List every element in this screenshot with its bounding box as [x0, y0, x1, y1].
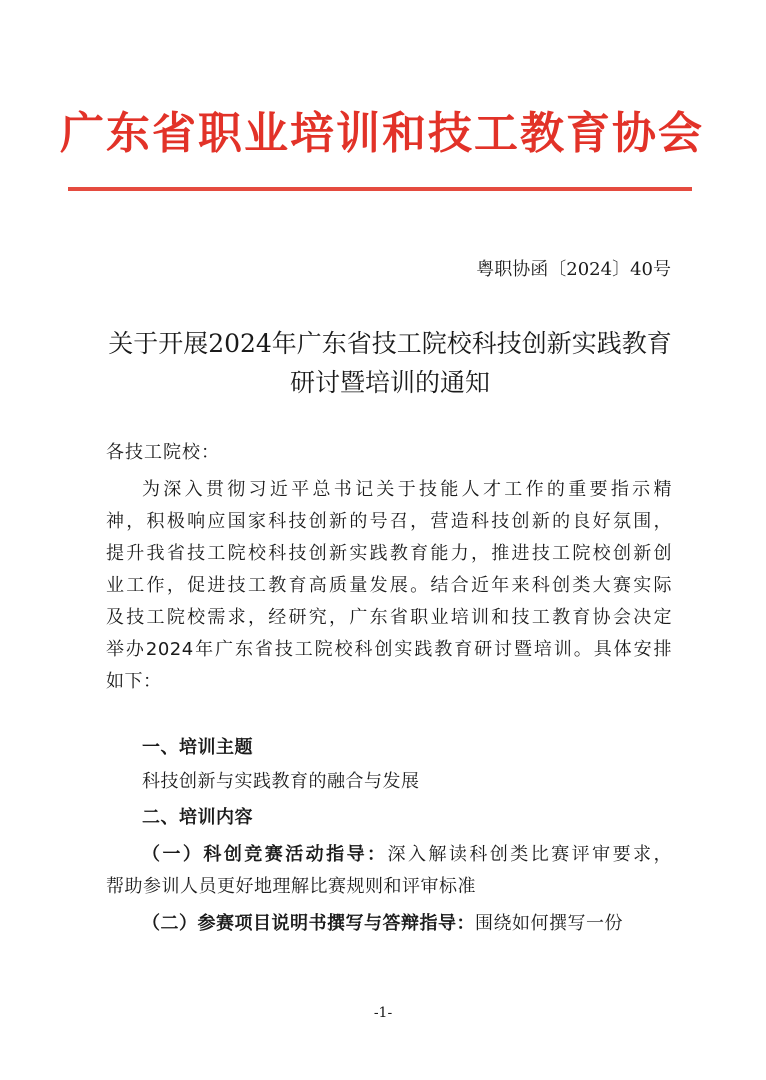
content-item-1-text: 深入解读科创类比赛评审要求，	[387, 844, 673, 865]
intro-line: 为深入贯彻习近平总书记关于技能人才工作的重要指示精	[142, 479, 672, 500]
content-item-2-text: 围绕如何撰写一份	[475, 913, 623, 934]
content-item-2	[142, 910, 623, 938]
masthead-title: 广东省职业培训和技工教育协会	[60, 108, 704, 159]
content-item-1	[106, 839, 672, 903]
intro-line: 及技工院校需求，经研究，广东省职业培训和技工教育协会决定	[106, 607, 672, 628]
content-item-1-label: （一）科创竞赛活动指导：	[142, 844, 388, 865]
red-divider-line	[68, 187, 692, 191]
document-title-line-2: 研讨暨培训的通知	[289, 368, 490, 397]
section-heading-theme: 一、培训主题	[142, 737, 253, 758]
intro-paragraph	[106, 474, 672, 698]
content-item-2-label: （二）参赛项目说明书撰写与答辩指导：	[142, 913, 475, 934]
page-number: -1-	[373, 1005, 393, 1021]
intro-line: 业工作，促进技工教育高质量发展。结合近年来科创类大赛实际	[106, 575, 672, 596]
section-heading-content: 二、培训内容	[142, 807, 253, 828]
salutation: 各技工院校：	[106, 442, 220, 463]
intro-line: 如下：	[106, 671, 162, 692]
document-number: 粤职协函〔2024〕40号	[476, 259, 671, 280]
content-item-1-line-1	[106, 839, 672, 871]
section-theme-text: 科技创新与实践教育的融合与发展	[142, 771, 420, 792]
document-title-line-1: 关于开展2024年广东省技工院校科技创新实践教育	[108, 329, 672, 358]
content-item-1-line-2: 帮助参训人员更好地理解比赛规则和评审标准	[106, 876, 476, 897]
intro-line: 提升我省技工院校科技创新实践教育能力，推进技工院校创新创	[106, 543, 672, 564]
intro-line: 举办2024年广东省技工院校科创实践教育研讨暨培训。具体安排	[106, 639, 672, 660]
intro-line: 神，积极响应国家科技创新的号召，营造科技创新的良好氛围，	[106, 511, 672, 532]
